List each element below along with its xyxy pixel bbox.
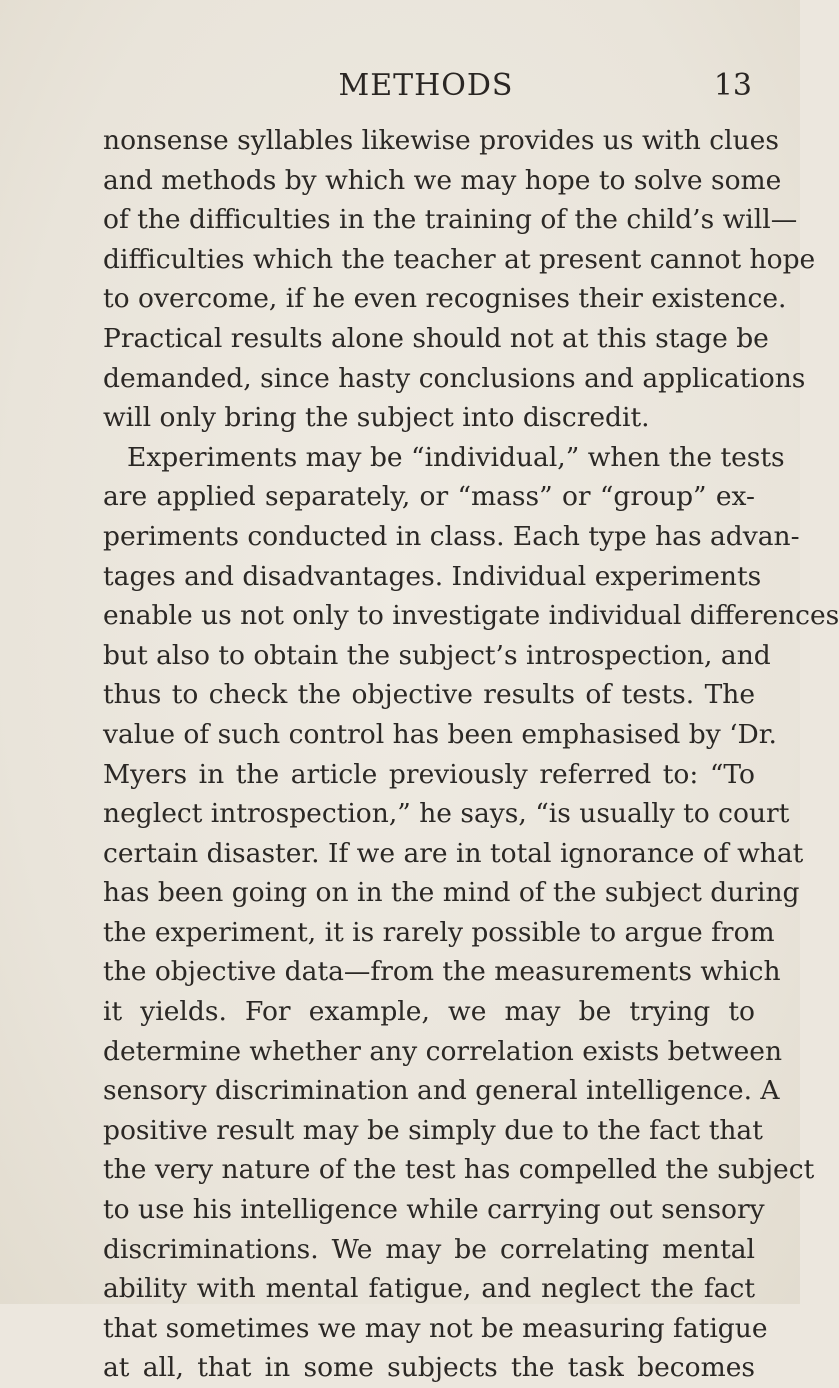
page-header [100,68,752,108]
text-line: periments conducted in class. Each type has advan- [103,520,800,552]
text-line: nonsense syllables likewise provides us with clues [103,125,779,156]
text-line: difficulties which the teacher at present cannot hope [103,243,816,275]
text-line: of the difficulties in the training of the child’s will— [103,204,798,236]
text-line: positive result may be simply due to the fact that [103,1114,763,1146]
text-line: but also to obtain the subject’s introspection, and [103,639,771,671]
text-line: value of such control has been emphasised by ‘Dr. [103,718,777,750]
text-line: the very nature of the test has compelled the subject [103,1154,815,1186]
text-line: to overcome, if he even recognises their existence. [103,283,787,315]
text-line: and methods by which we may hope to solve some [103,164,782,196]
text-line: neglect introspection,” he says, “is usually to court [103,798,790,830]
text-line: has been going on in the mind of the subject during [103,877,800,909]
text-line: enable us not only to investigate individual differences [103,600,839,632]
page-number: 13 [713,68,752,103]
text-line: the experiment, it is rarely possible to argue from [103,916,775,948]
body-text [103,121,839,1388]
running-head: METHODS [338,68,514,103]
text-line: Experiments may be “individual,” when the tests [127,441,785,473]
text-line: will only bring the subject into discredit. [103,402,650,434]
text-line: Myers in the article previously referred to: “To [103,758,755,790]
text-line: discriminations. We may be correlating mental [103,1233,755,1265]
text-line: thus to check the objective results of tests. The [103,679,755,711]
text-line: that sometimes we may not be measuring fatigue [103,1312,768,1344]
text-line: certain disaster. If we are in total ignorance of what [103,837,804,869]
text-line: are applied separately, or “mass” or “group” ex- [103,481,755,513]
text-line: to use his intelligence while carrying out sensory [103,1194,765,1226]
text-line: ability with mental fatigue, and neglect the fact [103,1273,755,1305]
text-line: Practical results alone should not at this stage be [103,322,769,354]
text-line: tages and disadvantages. Individual experiments [103,560,762,592]
text-line: demanded, since hasty conclusions and applications [103,362,806,394]
text-line: at all, that in some subjects the task becomes [103,1352,755,1384]
text-line: determine whether any correlation exists between [103,1035,783,1067]
text-line: the objective data—from the measurements which [103,956,781,988]
text-line: sensory discrimination and general intelligence. A [103,1075,780,1107]
text-line: it yields. For example, we may be trying to [103,996,755,1028]
